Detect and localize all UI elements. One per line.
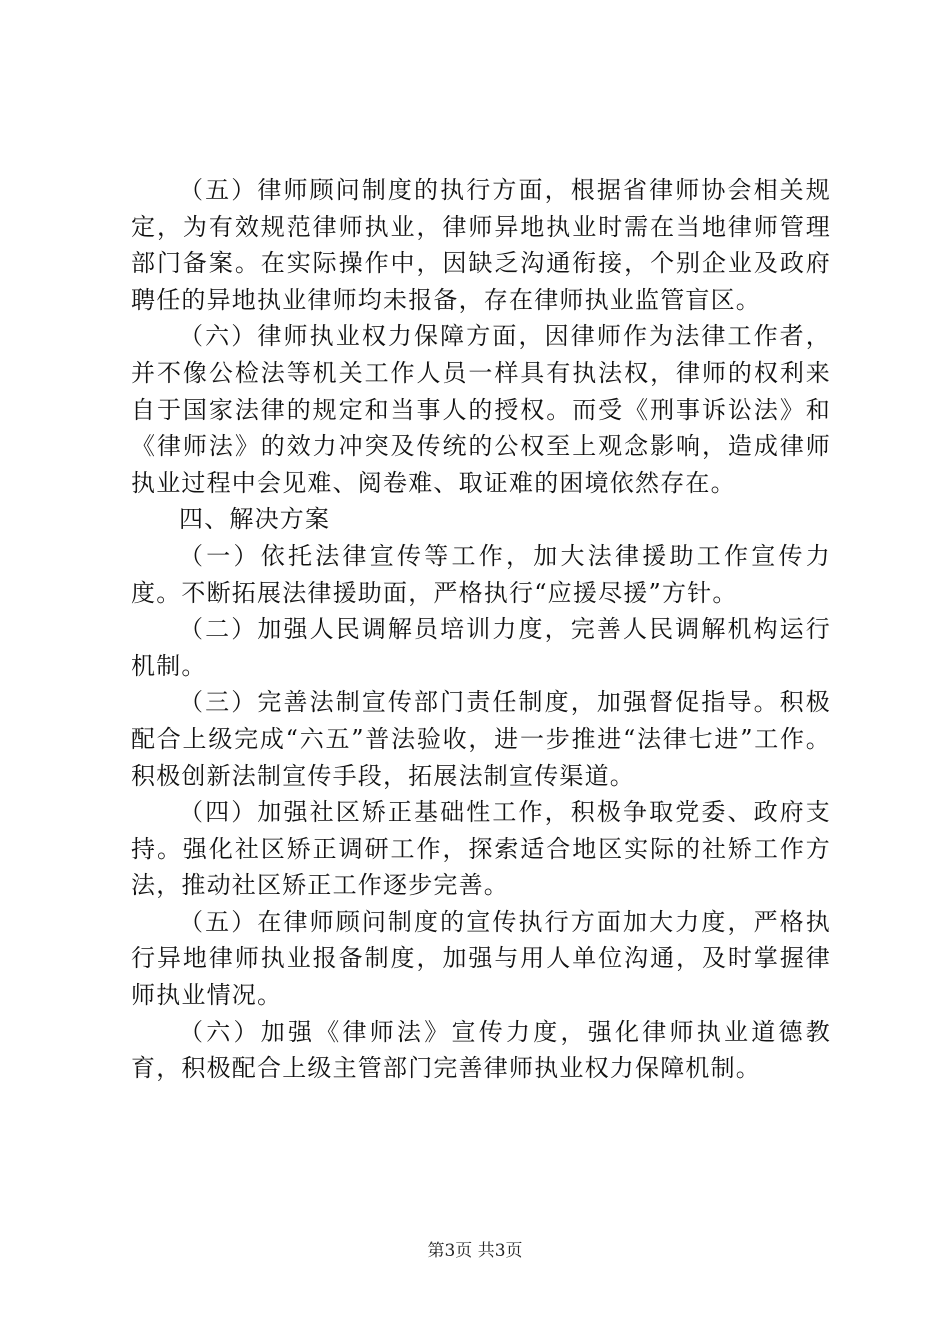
section-heading-solutions: 四、解决方案 <box>179 505 331 534</box>
solution-item-6: （六）加强《律师法》宣传力度，强化律师执业道德教育，积极配合上级主管部门完善律师执业权力保障机制。 <box>131 1017 831 1083</box>
document-body <box>131 172 831 1087</box>
paragraph-lawyer-rights-issue: （六）律师执业权力保障方面，因律师作为法律工作者，并不像公检法等机关工作人员一样具有执法权，律师的权利来自于国家法律的规定和当事人的授权。而受《刑事诉讼法》和《律师法》的效力冲突及传统的公权至上观念影响，造成律师执业过程中会见难、阅卷难、取证难的困境依然存在。 <box>131 322 831 497</box>
solution-item-5: （五）在律师顾问制度的宣传执行方面加大力度，严格执行异地律师执业报备制度，加强与用人单位沟通，及时掌握律师执业情况。 <box>131 907 831 1010</box>
solution-item-2: （二）加强人民调解员培训力度，完善人民调解机构运行机制。 <box>131 615 831 680</box>
solution-item-4: （四）加强社区矫正基础性工作，积极争取党委、政府支持。强化社区矫正调研工作，探索适合地区实际的社矫工作方法，推动社区矫正工作逐步完善。 <box>131 798 831 900</box>
solution-item-3: （三）完善法制宣传部门责任制度，加强督促指导。积极配合上级完成“六五”普法验收，进一步推进“法律七进”工作。积极创新法制宣传手段，拓展法制宣传渠道。 <box>131 688 831 790</box>
solution-item-1: （一）依托法律宣传等工作，加大法律援助工作宣传力度。不断拓展法律援助面，严格执行“应援尽援”方针。 <box>131 541 831 607</box>
page-number-footer: 第3页 共3页 <box>427 1241 523 1261</box>
paragraph-lawyer-advisor-issue: （五）律师顾问制度的执行方面，根据省律师协会相关规定，为有效规范律师执业，律师异地执业时需在当地律师管理部门备案。在实际操作中，因缺乏沟通衔接，个别企业及政府聘任的异地执业律师均未报备，存在律师执业监管盲区。 <box>131 176 831 314</box>
